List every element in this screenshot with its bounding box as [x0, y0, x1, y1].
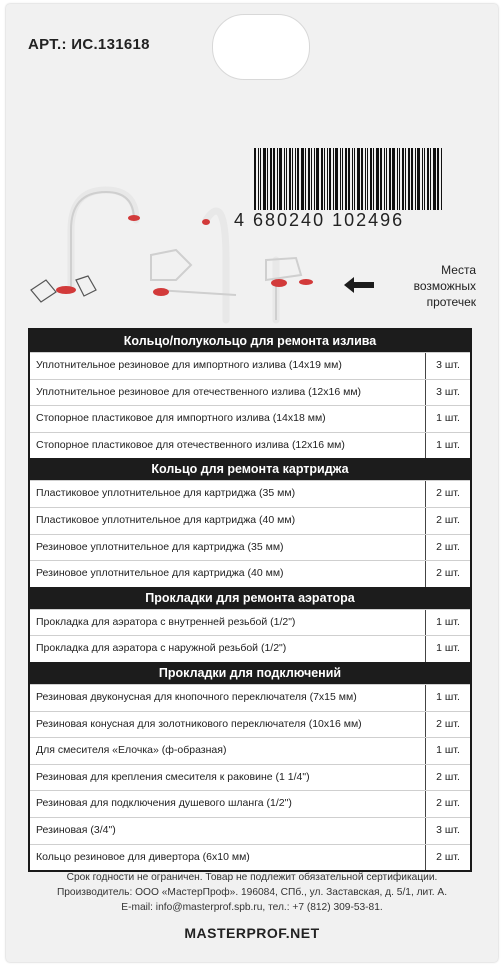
section-header: Прокладки для ремонта аэратора [30, 587, 470, 609]
barcode-bar [408, 148, 410, 210]
barcode-bar [357, 148, 360, 210]
hang-hole [212, 14, 310, 80]
barcode-bar [380, 148, 382, 210]
item-name: Резиновое уплотнительное для картриджа (40 мм) [30, 561, 426, 587]
item-name: Прокладка для аэратора с наружной резьбой (1/2") [30, 636, 426, 662]
faucet-illustration-icon [26, 180, 326, 330]
barcode-bar [402, 148, 404, 210]
item-name: Резиновое уплотнительное для картриджа (35 мм) [30, 535, 426, 561]
item-qty: 1 шт. [436, 615, 460, 628]
item-qty: 2 шт. [436, 797, 460, 810]
barcode-bar [433, 148, 436, 210]
table-row [30, 534, 470, 561]
barcode-bar [392, 148, 395, 210]
contents-table [28, 328, 472, 872]
barcode-bar [327, 148, 328, 210]
barcode-bar [333, 148, 334, 210]
arrow-left-icon [344, 276, 374, 294]
table-row [30, 379, 470, 406]
barcode-bar [376, 148, 379, 210]
item-name: Кольцо резиновое для дивертора (6x10 мм) [30, 845, 426, 871]
item-name: Уплотнительное резиновое для отечественного излива (12x16 мм) [30, 380, 426, 406]
leak-label-line: протечек [426, 295, 476, 309]
table-row [30, 507, 470, 534]
item-qty: 2 шт. [436, 513, 460, 526]
item-qty: 1 шт. [436, 642, 460, 655]
item-name: Стопорное пластиковое для импортного излива (14x18 мм) [30, 406, 426, 432]
barcode-bar [345, 148, 347, 210]
table-row [30, 405, 470, 432]
table-row [30, 764, 470, 791]
barcode-bar [361, 148, 363, 210]
item-name: Для смесителя «Елочка» (ф-образная) [30, 738, 426, 764]
table-row [30, 711, 470, 738]
item-name: Резиновая для крепления смесителя к раковине (1 1/4") [30, 765, 426, 791]
item-name: Резиновая конусная для золотникового переключателя (10x16 мм) [30, 712, 426, 738]
item-qty: 1 шт. [436, 744, 460, 757]
barcode-bar [415, 148, 416, 210]
barcode-bar [348, 148, 350, 210]
item-qty: 2 шт. [436, 540, 460, 553]
leak-label-line: Места [441, 263, 476, 277]
barcode-bar [386, 148, 387, 210]
item-name: Резиновая для подключения душевого шланга (1/2") [30, 791, 426, 817]
section-header: Кольцо/полукольцо для ремонта излива [30, 330, 470, 352]
item-qty: 2 шт. [436, 487, 460, 500]
section-header: Кольцо для ремонта картриджа [30, 458, 470, 480]
item-qty: 1 шт. [436, 690, 460, 703]
brand-url: MASTERPROF.NET [184, 925, 320, 941]
leak-places-label [380, 262, 476, 310]
barcode-bar [365, 148, 366, 210]
footer-line: E-mail: info@masterprof.spb.ru, тел.: +7 (812) 309-53-81. [121, 902, 383, 913]
barcode-bar [370, 148, 372, 210]
barcode-bar [335, 148, 338, 210]
item-qty: 2 шт. [436, 567, 460, 580]
barcode-bar [340, 148, 341, 210]
footer-line: Производитель: ООО «МастерПроф». 196084, СПб., ул. Заставская, д. 5/1, лит. А. [56, 887, 448, 898]
barcode-bar [389, 148, 391, 210]
barcode-number: 4 680240 102496 [234, 210, 405, 230]
table-row [30, 560, 470, 587]
barcode-bar [405, 148, 406, 210]
item-name: Стопорное пластиковое для отечественного излива (12x16 мм) [30, 433, 426, 459]
item-qty: 1 шт. [436, 412, 460, 425]
barcode-bar [373, 148, 374, 210]
table-row [30, 737, 470, 764]
item-qty: 2 шт. [436, 770, 460, 783]
barcode-bar [329, 148, 331, 210]
item-name: Резиновая (3/4") [30, 818, 426, 844]
item-qty: 3 шт. [436, 359, 460, 371]
barcode-bar [354, 148, 355, 210]
table-row [30, 432, 470, 459]
barcode-bar [342, 148, 343, 210]
section-header: Прокладки для подключений [30, 662, 470, 684]
table-row [30, 817, 470, 844]
footer-line: Срок годности не ограничен. Товар не подлежит обязательной сертификации. [66, 872, 438, 883]
item-qty: 2 шт. [436, 850, 460, 863]
table-row [30, 352, 470, 379]
barcode-bar [411, 148, 413, 210]
table-row [30, 635, 470, 662]
item-name: Уплотнительное резиновое для импортного излива (14x19 мм) [30, 353, 426, 379]
item-name: Пластиковое уплотнительное для картриджа (35 мм) [30, 481, 426, 507]
barcode-bar [424, 148, 425, 210]
article-number: АРТ.: ИС.131618 [28, 36, 150, 53]
item-qty: 1 шт. [436, 438, 460, 451]
item-name: Резиновая двуконусная для кнопочного переключателя (7x15 мм) [30, 685, 426, 711]
footer-info [20, 870, 484, 915]
item-qty: 3 шт. [436, 823, 460, 836]
barcode-bar [384, 148, 385, 210]
barcode-bar [437, 148, 439, 210]
leak-label-line: возможных [413, 279, 476, 293]
table-row [30, 790, 470, 817]
table-row [30, 844, 470, 871]
barcode-bar [367, 148, 368, 210]
barcode-bar [430, 148, 431, 210]
barcode-bar [417, 148, 420, 210]
barcode-bar [422, 148, 423, 210]
barcode-bar [399, 148, 400, 210]
barcode-bar [352, 148, 353, 210]
table-row [30, 684, 470, 711]
barcode-bar [441, 148, 442, 210]
table-row [30, 609, 470, 636]
item-name: Пластиковое уплотнительное для картриджа (40 мм) [30, 508, 426, 534]
item-qty: 3 шт. [436, 385, 460, 398]
item-name: Прокладка для аэратора с внутренней резьбой (1/2") [30, 610, 426, 636]
barcode-bar [397, 148, 398, 210]
item-qty: 2 шт. [436, 717, 460, 730]
table-row [30, 480, 470, 507]
barcode-bar [427, 148, 429, 210]
